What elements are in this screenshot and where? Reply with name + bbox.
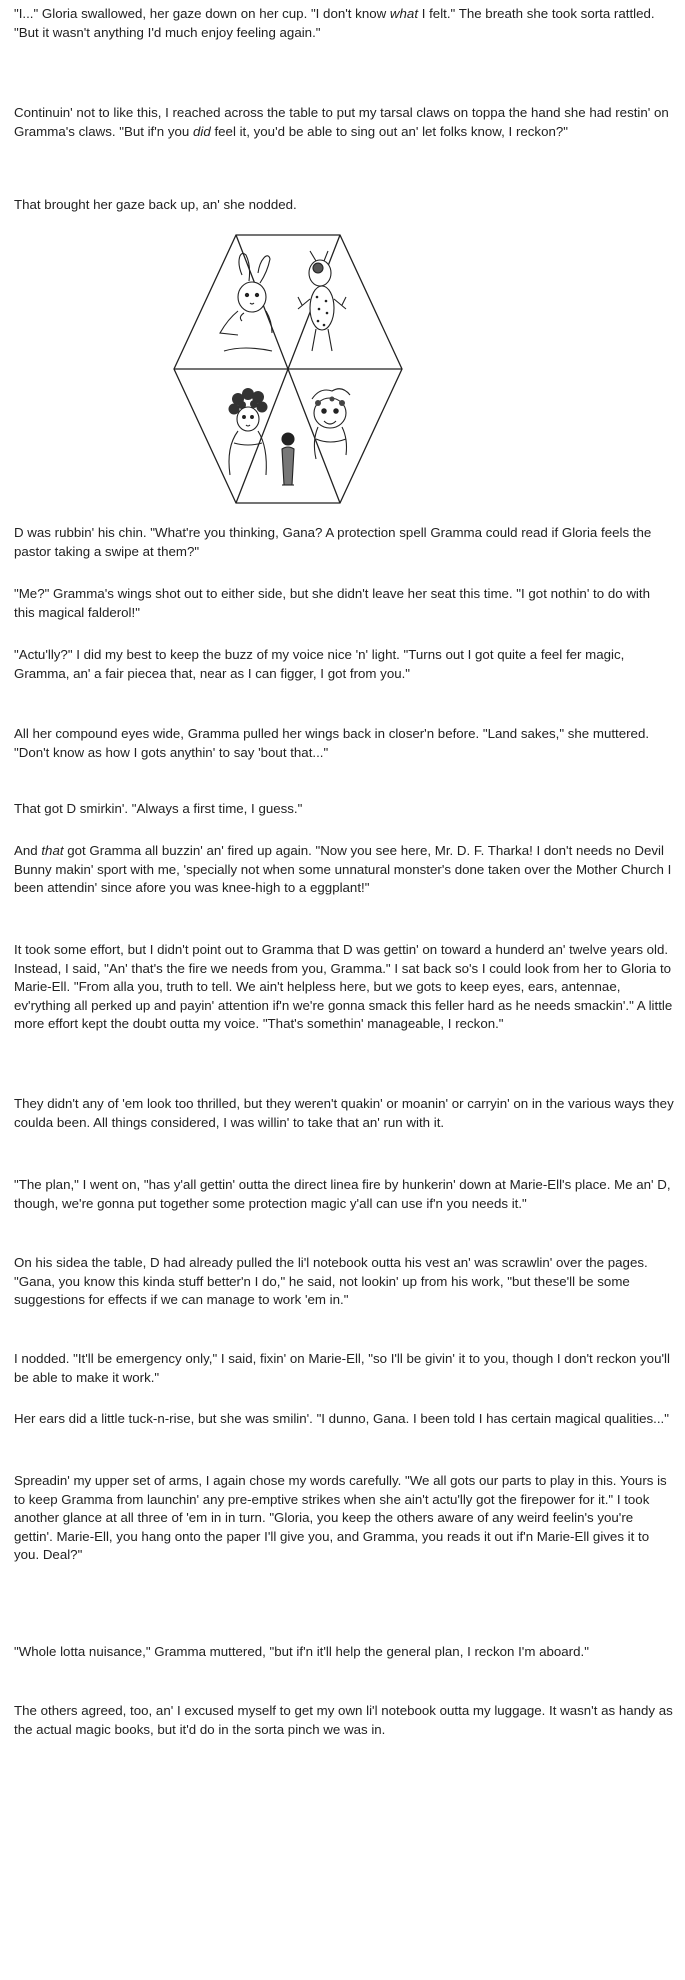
paragraph-text: "The plan," I went on, "has y'all gettin' outta the direct linea fire by hunkerin' down at Marie-Ell's place. Me an' D, though, we're gonna put together some protection magic y'all can use if'n you needs it."	[14, 1177, 671, 1211]
paragraph-text: They didn't any of 'em look too thrilled, but they weren't quakin' or moanin' or carryin' on in the various ways they coulda been. All things considered, I was willin' to take that an' run with it.	[14, 1096, 674, 1130]
paragraph-1	[14, 5, 674, 42]
curly-hair-character-drawing	[229, 388, 268, 475]
hexagon-character-illustration	[172, 233, 404, 505]
paragraph-11	[14, 1095, 674, 1132]
paragraph-text: Her ears did a little tuck-n-rise, but she was smilin'. "I dunno, Gana. I been told I has certain magical qualities..."	[14, 1411, 669, 1426]
emphasis-text: that	[41, 843, 64, 858]
paragraph-text: The others agreed, too, an' I excused myself to get my own li'l notebook outta my luggage. It wasn't as handy as the actual magic books, but it'd do in the sorta pinch we was in.	[14, 1703, 673, 1737]
emphasis-text: what	[389, 6, 419, 21]
paragraph-8	[14, 800, 674, 819]
paragraph-text: got Gramma all buzzin' an' fired up again. "Now you see here, Mr. D. F. Tharka! I don't needs no Devil Bunny makin' sport with me, 'specially not when some unnatural monster's done taken over the Mother Church I been attendin' since afore you was knee-high to a eggplant!"	[14, 843, 672, 895]
paragraph-5	[14, 585, 674, 622]
paragraph-18	[14, 1702, 674, 1739]
bunny-character-drawing	[220, 253, 272, 351]
paragraph-6	[14, 646, 674, 683]
insect-character-drawing	[298, 251, 346, 351]
paragraph-16	[14, 1472, 674, 1565]
paragraph-14	[14, 1350, 674, 1387]
paragraph-text: "Me?" Gramma's wings shot out to either side, but she didn't leave her seat this time. "I got nothin' to do with this magical falderol!"	[14, 586, 650, 620]
paragraph-text: It took some effort, but I didn't point out to Gramma that D was gettin' on toward a hunderd an' twelve years old. Instead, I said, "An' that's the fire we needs from you, Gramma." I sat back so's I could look from her to Gloria to Marie-Ell. "From alla you, truth to tell. We ain't helpless here, but we gots to keep eyes, ears, antennae, ev'rything all perked up and payin' attention if'n we're gonna smack this feller hard as he needs smackin'." A little more effort kept the doubt outta my voice. "That's somethin' manageable, I reckon."	[14, 942, 673, 1031]
paragraph-4	[14, 524, 674, 561]
paragraph-text: On his sidea the table, D had already pulled the li'l notebook outta his vest an' was scrawlin' over the pages. "Gana, you know this kinda stuff better'n I do," he said, not lookin' up from his work, "but these'll be some suggestions for effects if we can manage to work 'em in."	[14, 1255, 648, 1307]
paragraph-9	[14, 842, 674, 898]
paragraph-text: feel it, you'd be able to sing out an' let folks know, I reckon?"	[210, 123, 568, 139]
paragraph-3	[14, 196, 674, 215]
paragraph-10	[14, 941, 674, 1034]
paragraph-15	[14, 1410, 674, 1429]
paragraph-12	[14, 1176, 674, 1213]
paragraph-text: And	[14, 843, 42, 858]
paragraph-text: I felt." The breath she took sorta rattled. "But it wasn't anything I'd much enjoy feeling again."	[14, 6, 655, 40]
small-dark-figure-drawing	[282, 433, 294, 485]
paragraph-text: Spreadin' my upper set of arms, I again chose my words carefully. "We all gots our parts to play in this. Yours is to keep Gramma from launchin' any pre-emptive strikes when she ain't actu'lly got the firepower for it." I took another glance at all three of 'em in in turn. "Gloria, you keep the others aware of any weird feelin's you're gettin'. Marie-Ell, you hang onto the paper I'll give you, and Gramma, you reads it out if'n Marie-Ell gives it to you. Deal?"	[14, 1473, 667, 1562]
paragraph-text: "Actu'lly?" I did my best to keep the buzz of my voice nice 'n' light. "Turns out I got quite a feel fer magic, Gramma, an' a fair piecea that, near as I can figger, I got from you."	[14, 647, 625, 681]
paragraph-7	[14, 725, 674, 762]
paragraph-13	[14, 1254, 674, 1310]
emphasis-text: did	[193, 123, 211, 139]
paragraph-text: That brought her gaze back up, an' she nodded.	[14, 197, 297, 212]
paragraph-17	[14, 1643, 674, 1662]
paragraph-text: That got D smirkin'. "Always a first time, I guess."	[14, 801, 303, 816]
paragraph-text: "I..." Gloria swallowed, her gaze down on her cup. "I don't know	[14, 6, 390, 21]
paragraph-text: D was rubbin' his chin. "What're you thinking, Gana? A protection spell Gramma could read if Gloria feels the pastor taking a swipe at them?"	[14, 525, 652, 559]
paragraph-text: I nodded. "It'll be emergency only," I said, fixin' on Marie-Ell, "so I'll be givin' it to you, though I don't reckon you'll be able to make it work."	[14, 1351, 670, 1385]
paragraph-text: Continuin' not to like this, I reached across the table to put my tarsal claws on toppa the hand she had restin' on Gramma's claws. "But if'n you	[14, 105, 669, 139]
paragraph-text: "Whole lotta nuisance," Gramma muttered, "but if'n it'll help the general plan, I reckon I'm aboard."	[14, 1644, 589, 1659]
paragraph-text: All her compound eyes wide, Gramma pulled her wings back in closer'n before. "Land sakes," she muttered. "Don't know as how I gots anythin' to say 'bout that..."	[14, 726, 650, 760]
paragraph-2	[14, 104, 674, 141]
round-face-character-drawing	[312, 389, 350, 459]
